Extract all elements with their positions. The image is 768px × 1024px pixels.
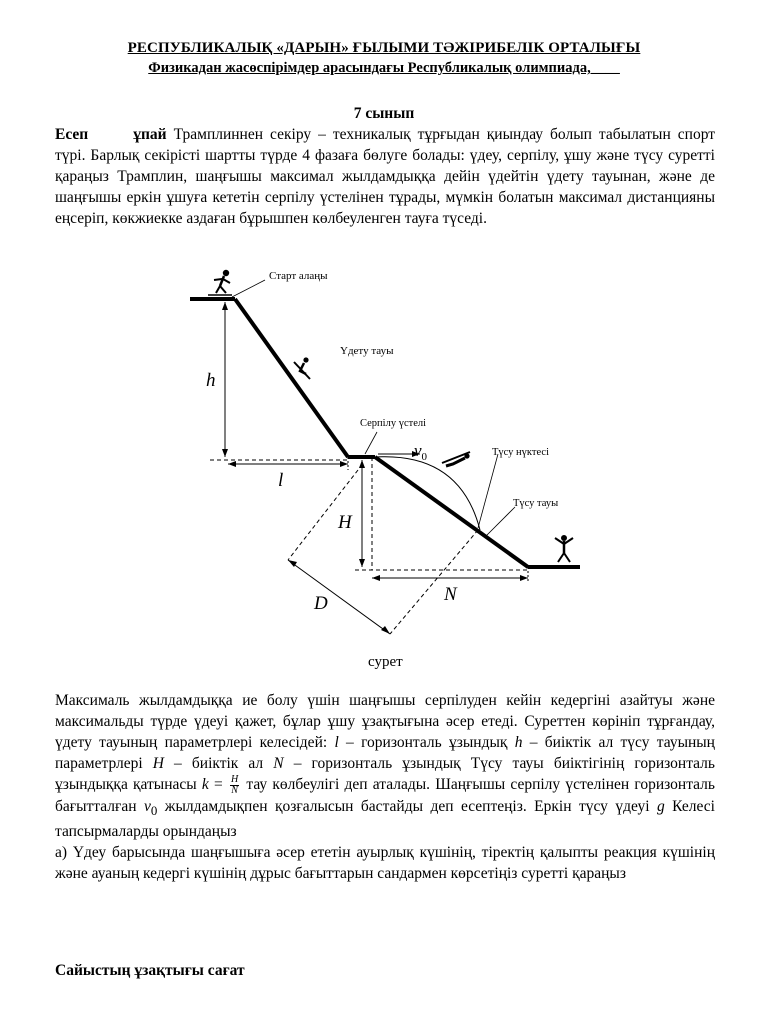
D-dashed-right [390, 530, 478, 634]
var-g: g [656, 797, 665, 815]
label-h: h [206, 370, 216, 391]
task-a: а) Үдеу барысында шаңғышыға әсер ететін ауырлық күшінің, тіректің қалыпты реакция күшінің және ауаның кедергі күшінің дұрыс бағыттарын сандармен көрсетіңіз суретті қараңыз [55, 844, 715, 883]
intro-paragraph [55, 124, 715, 229]
acceleration-slope [235, 299, 348, 457]
var-v0-subscript: 0 [150, 803, 158, 819]
slope-fraction [230, 775, 239, 796]
D-dimension-line [288, 560, 390, 634]
var-k: k [201, 776, 209, 793]
skier-landed-icon [555, 535, 573, 562]
skier-flying-icon [442, 452, 470, 466]
body-paragraph [55, 690, 715, 884]
header-organization: РЕСПУБЛИКАЛЫҚ «ДАРЫН» ҒЫЛЫМИ ТӘЖІРИБЕЛІК ОРТАЛЫҒЫ [127, 40, 641, 56]
skier-descending-icon [294, 357, 310, 379]
body-text-8: Келесі тапсырмаларды орындаңыз [55, 797, 715, 841]
svg-text:v0 [414, 441, 428, 463]
body-text-2: – горизонталь ұзындық [338, 734, 515, 751]
var-v0: v [144, 797, 151, 815]
label-start-area: Старт алаңы [269, 270, 328, 282]
landing-slope [375, 457, 528, 567]
label-landing-hill: Түсу тауы [513, 498, 559, 509]
label-D: D [314, 593, 328, 614]
label-H: H [338, 512, 352, 533]
body-text-3: – биіктік ал түсу тауының параметрлері [55, 734, 715, 772]
skier-start-icon [208, 270, 232, 295]
label-v0-subscript: 0 [421, 451, 428, 463]
equals-sign: = [208, 776, 228, 793]
figure-caption: сурет [368, 654, 403, 670]
task-label: Есеп [55, 126, 96, 143]
fraction-numerator: H [230, 773, 239, 785]
body-text-4: – биіктік ал [163, 755, 274, 772]
body-text-5: – горизонталь ұзындық Түсу тауы биіктігінің горизонталь ұзындыққа қатынасы [55, 755, 715, 793]
grade-title: 7 сынып [353, 105, 415, 122]
label-landing-point: Түсу нүктесі [492, 447, 549, 458]
var-N: N [273, 755, 284, 772]
body-text-6: тау көлбеулігі деп аталады. Шаңғышы серпілу үстелінен горизонталь бағытталған [55, 776, 715, 815]
contest-duration: Сайыстың ұзақтығы сағат [55, 962, 245, 979]
header-olympiad: Физикадан жасөспірімдер арасындағы Республикалық олимпиада,____ [148, 60, 620, 76]
label-v0: v [414, 441, 422, 460]
task-points: ұпай [133, 126, 167, 143]
label-N: N [444, 584, 457, 605]
label-acceleration-hill: Үдету тауы [340, 345, 394, 357]
var-l: l [334, 734, 339, 751]
label-l: l [278, 470, 284, 491]
var-H: H [152, 755, 164, 772]
label-takeoff-table: Серпілу үстелі [360, 418, 427, 429]
fraction-denominator: N [231, 784, 238, 796]
body-text-7: жылдамдықпен қозғалысын бастайды деп есептеңіз. Еркін түсу үдеуі [157, 797, 657, 815]
ski-jump-figure [180, 262, 600, 652]
intro-text: Трамплиннен секіру – техникалық тұрғыдан қиындау болып табылатын спорт түрі. Барлық секірісті шартты түрде 4 фазаға бөлуге болады: үдеу, серпілу, ұшу және түсу суретті қараңыз Трамплин, шаңғышы максимал жылдамдыққа дейін үдейтін үдету тауынан, және де шаңғышы еркін ұшуға кететін серпілу үстелінен тұрады, мүмкін болатын максимал дистанцияны еңсеріп, көкжиекке аздаған бұрышпен көлбеуленген тауға түседі. [55, 126, 716, 227]
body-text-1: Максималь жылдамдыққа ие болу үшін шаңғышы серпілуден кейін кедергіні азайтуы және максимальды түрде үдеуі қажет, бұлар ұшу ұзақтығына әсер етеді. Суреттен көрініп тұрғандау, үдету тауының параметрлері келесідей: [55, 692, 715, 751]
var-h: h [514, 734, 523, 751]
